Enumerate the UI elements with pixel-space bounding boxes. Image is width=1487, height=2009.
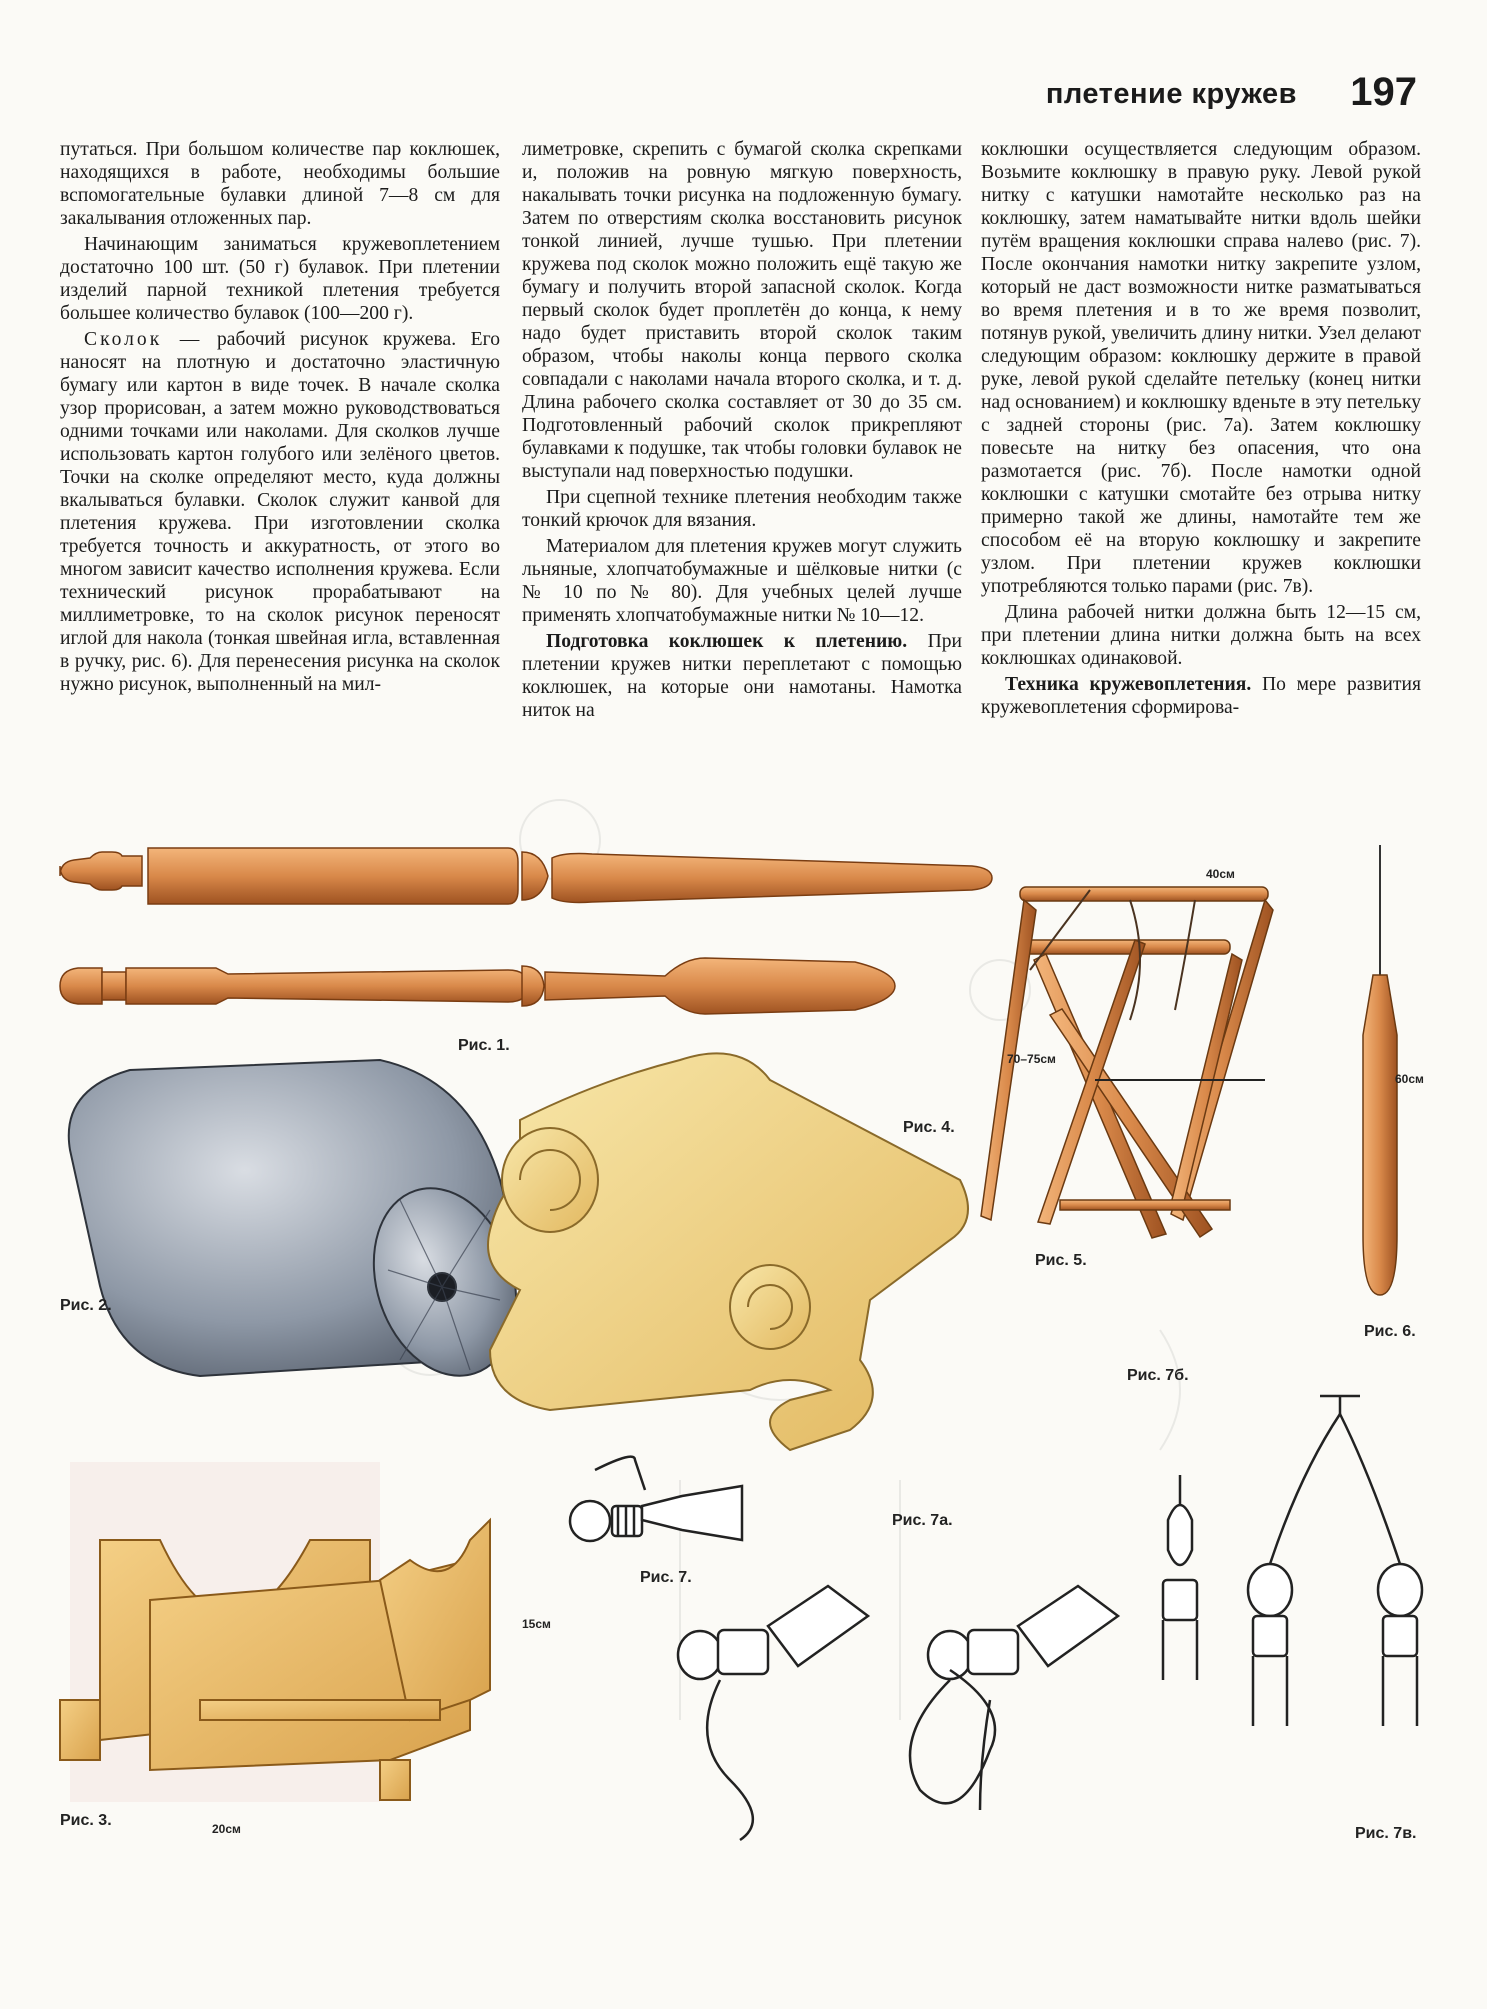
- section-heading: Подготовка коклюшек к плетению.: [546, 631, 908, 652]
- term-skolok: Сколок —: [84, 329, 203, 350]
- caption-fig7v: Рис. 7в.: [1355, 1825, 1417, 1842]
- dim-support-height: 15см: [522, 1617, 551, 1631]
- caption-fig7b: Рис. 7б.: [1127, 1367, 1189, 1384]
- bobbin-pair: [1248, 1396, 1422, 1726]
- caption-fig1: Рис. 1.: [458, 1037, 510, 1054]
- dim-support-width: 20см: [212, 1822, 241, 1836]
- caption-fig4: Рис. 4.: [903, 1119, 955, 1136]
- bobbin-3: [60, 968, 528, 1004]
- plywood-support: [60, 1462, 490, 1802]
- dim-needle-length: 60см: [1395, 1072, 1424, 1086]
- bobbin-knot-step-a: [678, 1586, 1118, 1840]
- caption-fig2: Рис. 2.: [60, 1297, 112, 1314]
- paragraph-text: По мере развития кружевоплетения сформирова-: [981, 674, 1421, 718]
- paragraph: лиметровке, скрепить с бумагой сколка скрепками и, положив на ровную мягкую поверхность, накалывать точки рисунка на подложенную бумагу. Затем по отверстиям сколка восстановить рисунок тонкой линией, лучше тушью. При плетении кружева под сколок можно положить ещё такую же бумагу и получить второй запасной сколок. Когда первый сколок будет проплетён до конца, к нему надо будет приставить второй сколок таким образом, чтобы наколы конца первого сколка совпадали с наколами начала второго сколка, и т. д. Длина рабочего сколка составляет от 30 до 35 см. Подготовленный рабочий сколок прикрепляют булавками к подушке, так чтобы головки булавок не выступали над поверхностью подушки.: [522, 139, 962, 482]
- caption-fig5: Рис. 5.: [1035, 1252, 1087, 1269]
- dim-stand-width: 40см: [1206, 867, 1235, 881]
- bobbin-1: [60, 848, 548, 904]
- bobbin-4: [522, 958, 895, 1014]
- page-number: 197: [1350, 70, 1417, 114]
- dim-stand-height: 70–75см: [1007, 1052, 1056, 1066]
- paragraph-text: При плетении кружев нитки переплетают с помощью коклюшек, на которые они намотаны. Намотка ниток на: [522, 631, 962, 721]
- paragraph: коклюшки осуществляется следующим образом. Возьмите коклюшку в правую руку. Левой рукой нитку с катушки намотайте несколько раз на коклюшку, затем наматывайте нитки вдоль шейки путём вращения коклюшки справа налево (рис. 7). После окончания намотки нитку закрепите узлом, который не даст возможности нитке разматываться во время плетения и в то же время позволит, потянув рукой, увеличить длину нитки. Узел делают следующим образом: коклюшку держите в правой руке, левой рукой сделайте петельку (конец нитки над основанием) и коклюшку вденьте в эту петельку с задней стороны (рис. 7а). Затем коклюшку повесьте на нитку без опасения, что она размотается (рис. 7б). После намотки одной коклюшки с катушки смотайте без отрыва нитку примерно такой же длины, намотайте тем же способом её на вторую коклюшку и закрепите узлом. При плетении кружев коклюшки употребляются только парами (рис. 7в).: [981, 139, 1421, 597]
- pricking-needle: [1363, 845, 1397, 1295]
- bolster-pillow: [69, 1060, 540, 1394]
- page-header-title: плетение кружев: [1045, 78, 1297, 110]
- cork-scroll: [488, 1053, 968, 1450]
- caption-fig6: Рис. 6.: [1364, 1323, 1416, 1340]
- paragraph-text: рабочий рисунок кружева. Его наносят на плотную и достаточно эластичную бумагу или картон в виде точек. В начале сколка узор прорисован, а затем можно руководствоваться одними точками или наколами. Для сколков лучше использовать картон голубого или зелёного цветов. Точки на сколке определяют место, куда должны вкалываться булавки. Сколок служит канвой для плетения кружева. При изготовлении сколка требуется точность и аккуратность, от этого во многом зависит качество исполнения кружева. Если технический рисунок прорабатывают на миллиметровке, то на сколок рисунок переносят иглой для накола (тонкая швейная игла, вставленная в ручку, рис. 6). Для перенесения рисунка на сколок нужно рисунок, выполненный на мил-: [60, 329, 500, 695]
- bobbin-hanging: [1163, 1475, 1197, 1680]
- paragraph: При сцепной технике плетения необходим также тонкий крючок для вязания.: [522, 487, 962, 531]
- paragraph: Длина рабочей нитки должна быть 12—15 см, при плетении длина нитки должна быть на всех коклюшках одинаковой.: [981, 602, 1421, 669]
- paragraph: путаться. При большом количестве пар коклюшек, находящихся в работе, необходимы большие вспомогательные булавки длиной 7—8 см для закалывания отложенных пар.: [60, 139, 500, 229]
- paragraph: Начинающим заниматься кружевоплетением достаточно 100 шт. (50 г) булавок. При плетении изделий парной техникой плетения требуется большее количество булавок (100—200 г).: [60, 234, 500, 324]
- caption-fig7: Рис. 7.: [640, 1569, 692, 1586]
- bobbin-2: [552, 854, 992, 903]
- section-heading: Техника кружевоплетения.: [1005, 674, 1252, 695]
- paragraph: Материалом для плетения кружев могут служить льняные, хлопчатобумажные и шёлковые нитки (с № 10 по № 80). Для учебных целей лучше применять хлопчатобумажные нитки № 10—12.: [522, 536, 962, 626]
- bobbin-winding: [570, 1457, 742, 1541]
- caption-fig3: Рис. 3.: [60, 1812, 112, 1829]
- caption-fig7a: Рис. 7а.: [892, 1512, 953, 1529]
